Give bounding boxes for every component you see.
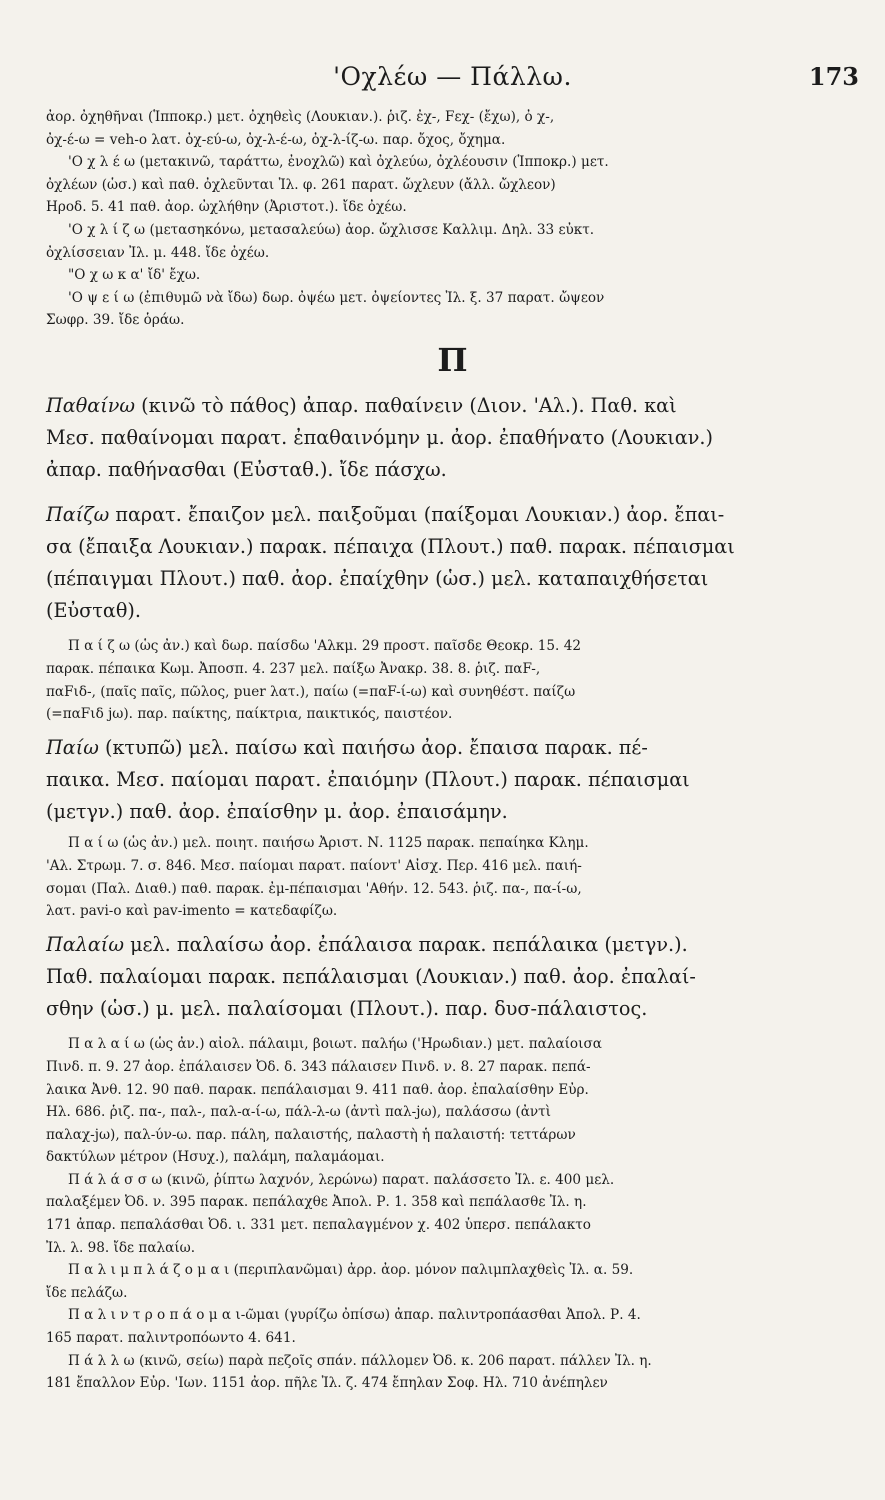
entry-palaio-note: Π α λ α ί ω (ὡς ἀν.) αἰολ. πάλαιμι, βοιωτ. παλήω ('Ηρωδιαν.) μετ. παλαίοισα Πινδ. π. 9. 27 ἀορ. ἐπάλαισεν Ὀδ. δ. 343 πάλαισεν Πινδ. ν. 8. 27 παρακ. πεπά- λαικα Ἀνθ. 12. 90 παθ. παρακ. πεπάλαισμαι 9. 411 παθ. ἀορ. ἐπαλαίσθην Εὐρ. Ηλ. 686. ῥιζ. πα-, παλ-, παλ-α-ί-ω, πάλ-λ-ω (ἀντὶ παλ-jω), παλάσσω (ἀντὶ παλαχ-jω), παλ-ύν-ω. παρ. πάλη, παλαιστής, παλαστὴ ἡ παλαιστή: τεττάρων δακτύλων μέτρον (Ησυχ.), παλάμη, παλαμάομαι. (46, 1036, 602, 1166)
entry-palasso: Π ά λ ά σ σ ω (κινῶ, ῥίπτω λαχνόν, λερώνω) παρατ. παλάσσετο Ἰλ. ε. 400 μελ. παλαξέμεν Ὀδ. ν. 395 παρακ. πεπάλαχθε Ἀπολ. Ρ. 1. 358 καὶ πεπάλασθε Ἰλ. η. 171 ἀπαρ. πεπαλάσθαι Ὀδ. ι. 331 μετ. πεπαλαγμένον χ. 402 ὑπερσ. πεπάλακτο Ἰλ. λ. 98. ἴδε παλαίω. (46, 1171, 615, 1256)
entry-pathaino: Παθαίνω (κινῶ τὸ πάθος) ἀπαρ. παθαίνειν (Διον. 'Αλ.). Παθ. καὶ Μεσ. παθαίνομαι παρατ. ἐπαθαινόμην μ. ἀορ. ἐπαθήνατο (Λουκιαν.) ἀπαρ. παθήνασθαι (Εὐσταθ.). ἴδε πάσχω. (46, 393, 713, 482)
entry-ochlizo: 'Ο χ λ ί ζ ω (μετασηκόνω, μετασαλεύω) ἀορ. ὤχλισσε Καλλιμ. Δηλ. 33 εὐκτ. ὀχλίσσειαν Ἰλ. μ. 448. ἴδε ὀχέω. (46, 221, 595, 261)
page-number: 173 (808, 62, 859, 91)
running-title: 'Οχλέω — Πάλλω. (333, 62, 572, 91)
entry-palaio: Παλαίω μελ. παλαίσω ἀορ. ἐπάλαισα παρακ. πεπάλαικα (μετγν.). Παθ. παλαίομαι παρακ. πεπάλαισμαι (Λουκιαν.) παθ. ἀορ. ἐπαλαί- σθην (ὡσ.) μ. μελ. παλαίσομαι (Πλουτ.). παρ. δυσ-πάλαιστος. (46, 932, 696, 1021)
entry-paio-note: Π α ί ω (ὡς ἀν.) μελ. ποιητ. παιήσω Ἀριστ. Ν. 1125 παρακ. πεπαίηκα Κλημ. 'Αλ. Στρωμ. 7. σ. 846. Μεσ. παίομαι παρατ. παίοντ' Αἰσχ. Περ. 416 μελ. παιή- σομαι (Παλ. Διαθ.) παθ. παρακ. ἐμ-πέπαισμαι 'Αθήν. 12. 543. ῥιζ. πα-, πα-ί-ω, λατ. pavi-o καὶ pav-imento = κατεδαφίζω. (46, 835, 589, 920)
headword: Παίω (46, 735, 99, 759)
headword: Παίζω (46, 502, 110, 526)
entry-pallo: Π ά λ λ ω (κινῶ, σείω) παρὰ πεζοῖς σπάν. πάλλομεν Ὀδ. κ. 206 παρατ. πάλλεν Ἰλ. η. 181 ἔπαλλον Εὐρ. 'Ιων. 1151 ἀορ. πῆλε Ἰλ. ζ. 474 ἔπηλαν Σοφ. Ηλ. 710 ἀνέπηλεν (46, 1352, 652, 1392)
headword: Παθαίνω (46, 393, 136, 417)
entry-ochoka: "Ο χ ω κ α' ἴδ' ἔχω. (68, 267, 201, 284)
section-letter-heading: Π (437, 340, 468, 379)
entry-continuation: ἀορ. ὀχηθῆναι (Ἱπποκρ.) μετ. ὀχηθεὶς (Λουκιαν.). ῥιζ. ἐχ-, Fεχ- (ἔχω), ὀ χ-, ὀχ-έ-ω = veh-o λατ. ὀχ-εύ-ω, ὀχ-λ-έ-ω, ὀχ-λ-ίζ-ω. παρ. ὄχος, ὄχημα. (46, 109, 555, 148)
entry-palimplazomai: Π α λ ι μ π λ ά ζ ο μ α ι (περιπλανῶμαι) ἀρρ. ἀορ. μόνον παλιμπλαχθεὶς Ἰλ. α. 59. ἴδε πελάζω. (46, 1262, 634, 1301)
entry-opseio: 'Ο ψ ε ί ω (ἐπιθυμῶ νὰ ἴδω) δωρ. ὀψέω μετ. ὀψείοντες Ἰλ. ξ. 37 παρατ. ὤψεον Σωφρ. 39. ἴδε ὁράω. (46, 289, 605, 329)
entry-paizo: Παίζω παρατ. ἔπαιζον μελ. παιξοῦμαι (παίξομαι Λουκιαν.) ἀορ. ἔπαι- σα (ἔπαιξα Λουκιαν.) παρακ. πέπαιχα (Πλουτ.) παθ. παρακ. πέπαισμαι (πέπαιγμαι Πλουτ.) παθ. ἀορ. ἐπαίχθην (ὡσ.) μελ. καταπαιχθήσεται (Εὐσταθ). (46, 502, 735, 623)
entry-ochleo: 'Ο χ λ έ ω (μετακινῶ, ταράττω, ἐνοχλῶ) καὶ ὀχλεύω, ὀχλέουσιν (Ἱπποκρ.) μετ. ὀχλέων (ὡσ.) καὶ παθ. ὀχλεῦνται Ἰλ. φ. 261 παρατ. ὤχλευν (ἄλλ. ὤχλεον) Ηροδ. 5. 41 παθ. ἀορ. ὠχλήθην (Ἀριστοτ.). ἴδε ὀχέω. (46, 154, 609, 216)
entry-palintropaomai: Π α λ ι ν τ ρ ο π ά ο μ α ι-ῶμαι (γυρίζω ὀπίσω) ἀπαρ. παλιντροπάασθαι Ἀπολ. Ρ. 4. 165 παρατ. παλιντροπόωντο 4. 641. (46, 1307, 641, 1347)
entry-paizo-note: Π α ί ζ ω (ὡς ἀν.) καὶ δωρ. παίσδω 'Αλκμ. 29 προστ. παῖσδε Θεοκρ. 15. 42 παρακ. πέπαικα Κωμ. Ἀποσπ. 4. 237 μελ. παίξω Ἀνακρ. 38. 8. ῥιζ. παF-, παFιδ-, (παῖς παῖς, πῶλος, puer λατ.), παίω (=παF-ί-ω) καὶ συνηθέστ. παίζω (=παFιδ jω). παρ. παίκτης, παίκτρια, παικτικός, παιστέον. (46, 638, 581, 723)
entry-paio: Παίω (κτυπῶ) μελ. παίσω καὶ παιήσω ἀορ. ἔπαισα παρακ. πέ- παικα. Μεσ. παίομαι παρατ. ἐπαιόμην (Πλουτ.) παρακ. πέπαισμαι (μετγν.) παθ. ἀορ. ἐπαίσθην μ. ἀορ. ἐπαισάμην. (46, 735, 690, 824)
headword: Παλαίω (46, 932, 124, 956)
running-head (46, 44, 859, 106)
